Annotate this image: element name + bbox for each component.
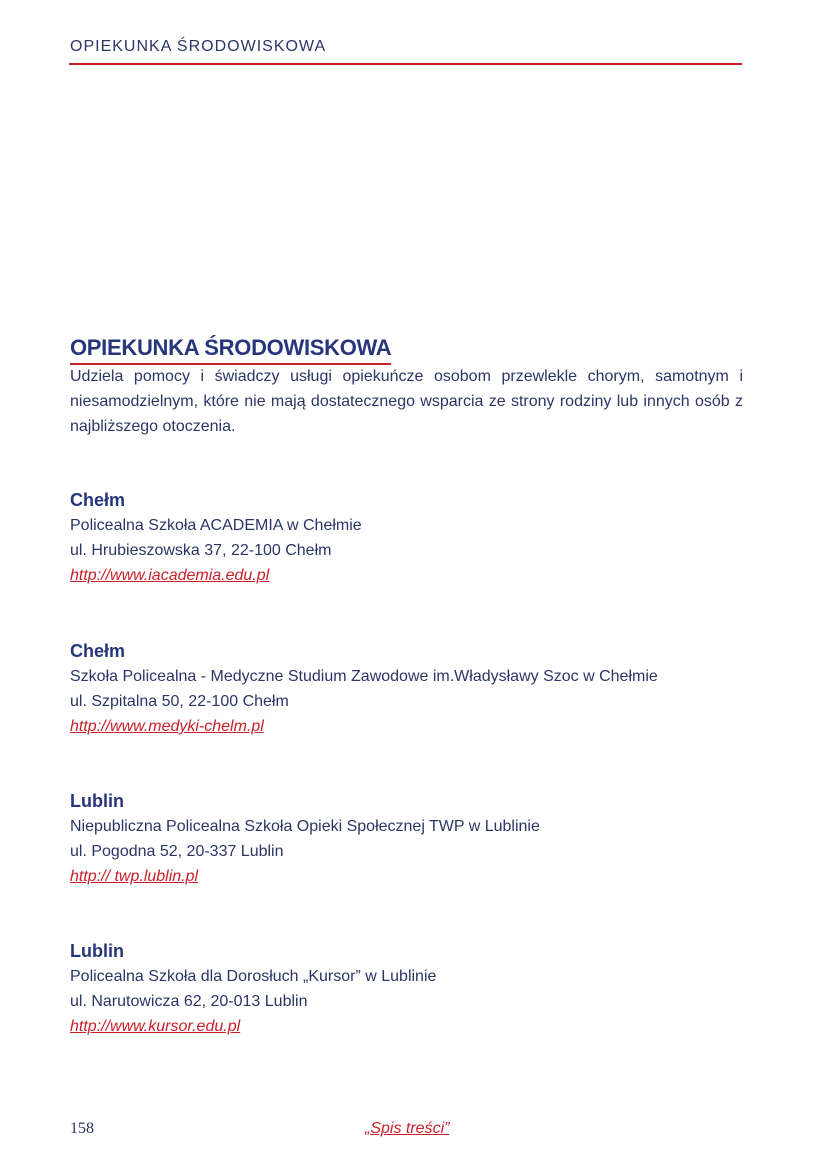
school-entry	[70, 487, 362, 588]
entry-city: Chełm	[70, 490, 126, 510]
entry-city: Chełm	[70, 641, 126, 661]
entry-address: ul. Hrubieszowska 37, 22-100 Chełm	[70, 542, 332, 559]
entry-url-link[interactable]: http://www.kursor.edu.pl	[70, 1018, 241, 1035]
entry-address: ul. Pogodna 52, 20-337 Lublin	[70, 843, 284, 860]
school-entry	[70, 788, 540, 889]
header-rule	[69, 63, 742, 65]
page-number: 158	[70, 1120, 94, 1137]
entry-city: Lublin	[70, 791, 124, 811]
entry-school: Policealna Szkoła ACADEMIA w Chełmie	[70, 517, 362, 534]
school-entry	[70, 938, 436, 1039]
entry-url-link[interactable]: http:// twp.lublin.pl	[70, 868, 199, 885]
running-header: OPIEKUNKA ŚRODOWISKOWA	[70, 38, 327, 55]
entry-address: ul. Narutowicza 62, 20-013 Lublin	[70, 993, 308, 1010]
entry-school: Niepubliczna Policealna Szkoła Opieki Społecznej TWP w Lublinie	[70, 818, 540, 835]
entry-city: Lublin	[70, 941, 124, 961]
entry-school: Policealna Szkoła dla Dorosłuch „Kursor” w Lublinie	[70, 968, 437, 985]
entry-url-link[interactable]: http://www.medyki-chelm.pl	[70, 718, 264, 735]
entry-school: Szkoła Policealna - Medyczne Studium Zawodowe im.Władysławy Szoc w Chełmie	[70, 668, 658, 685]
entry-address: ul. Szpitalna 50, 22-100 Chełm	[70, 693, 289, 710]
table-of-contents-link[interactable]: „Spis treści”	[365, 1120, 450, 1137]
section-title: OPIEKUNKA ŚRODOWISKOWA	[70, 334, 391, 365]
entry-url-link[interactable]: http://www.iacademia.edu.pl	[70, 567, 270, 584]
school-entry	[70, 638, 658, 739]
section-description: Udziela pomocy i świadczy usługi opiekuńcze osobom przewlekle chorym, samotnym i niesamodzielnym, które nie mają dostatecznego wsparcia ze strony rodziny lub innych osób z najbliższego otoczenia.	[70, 368, 743, 435]
